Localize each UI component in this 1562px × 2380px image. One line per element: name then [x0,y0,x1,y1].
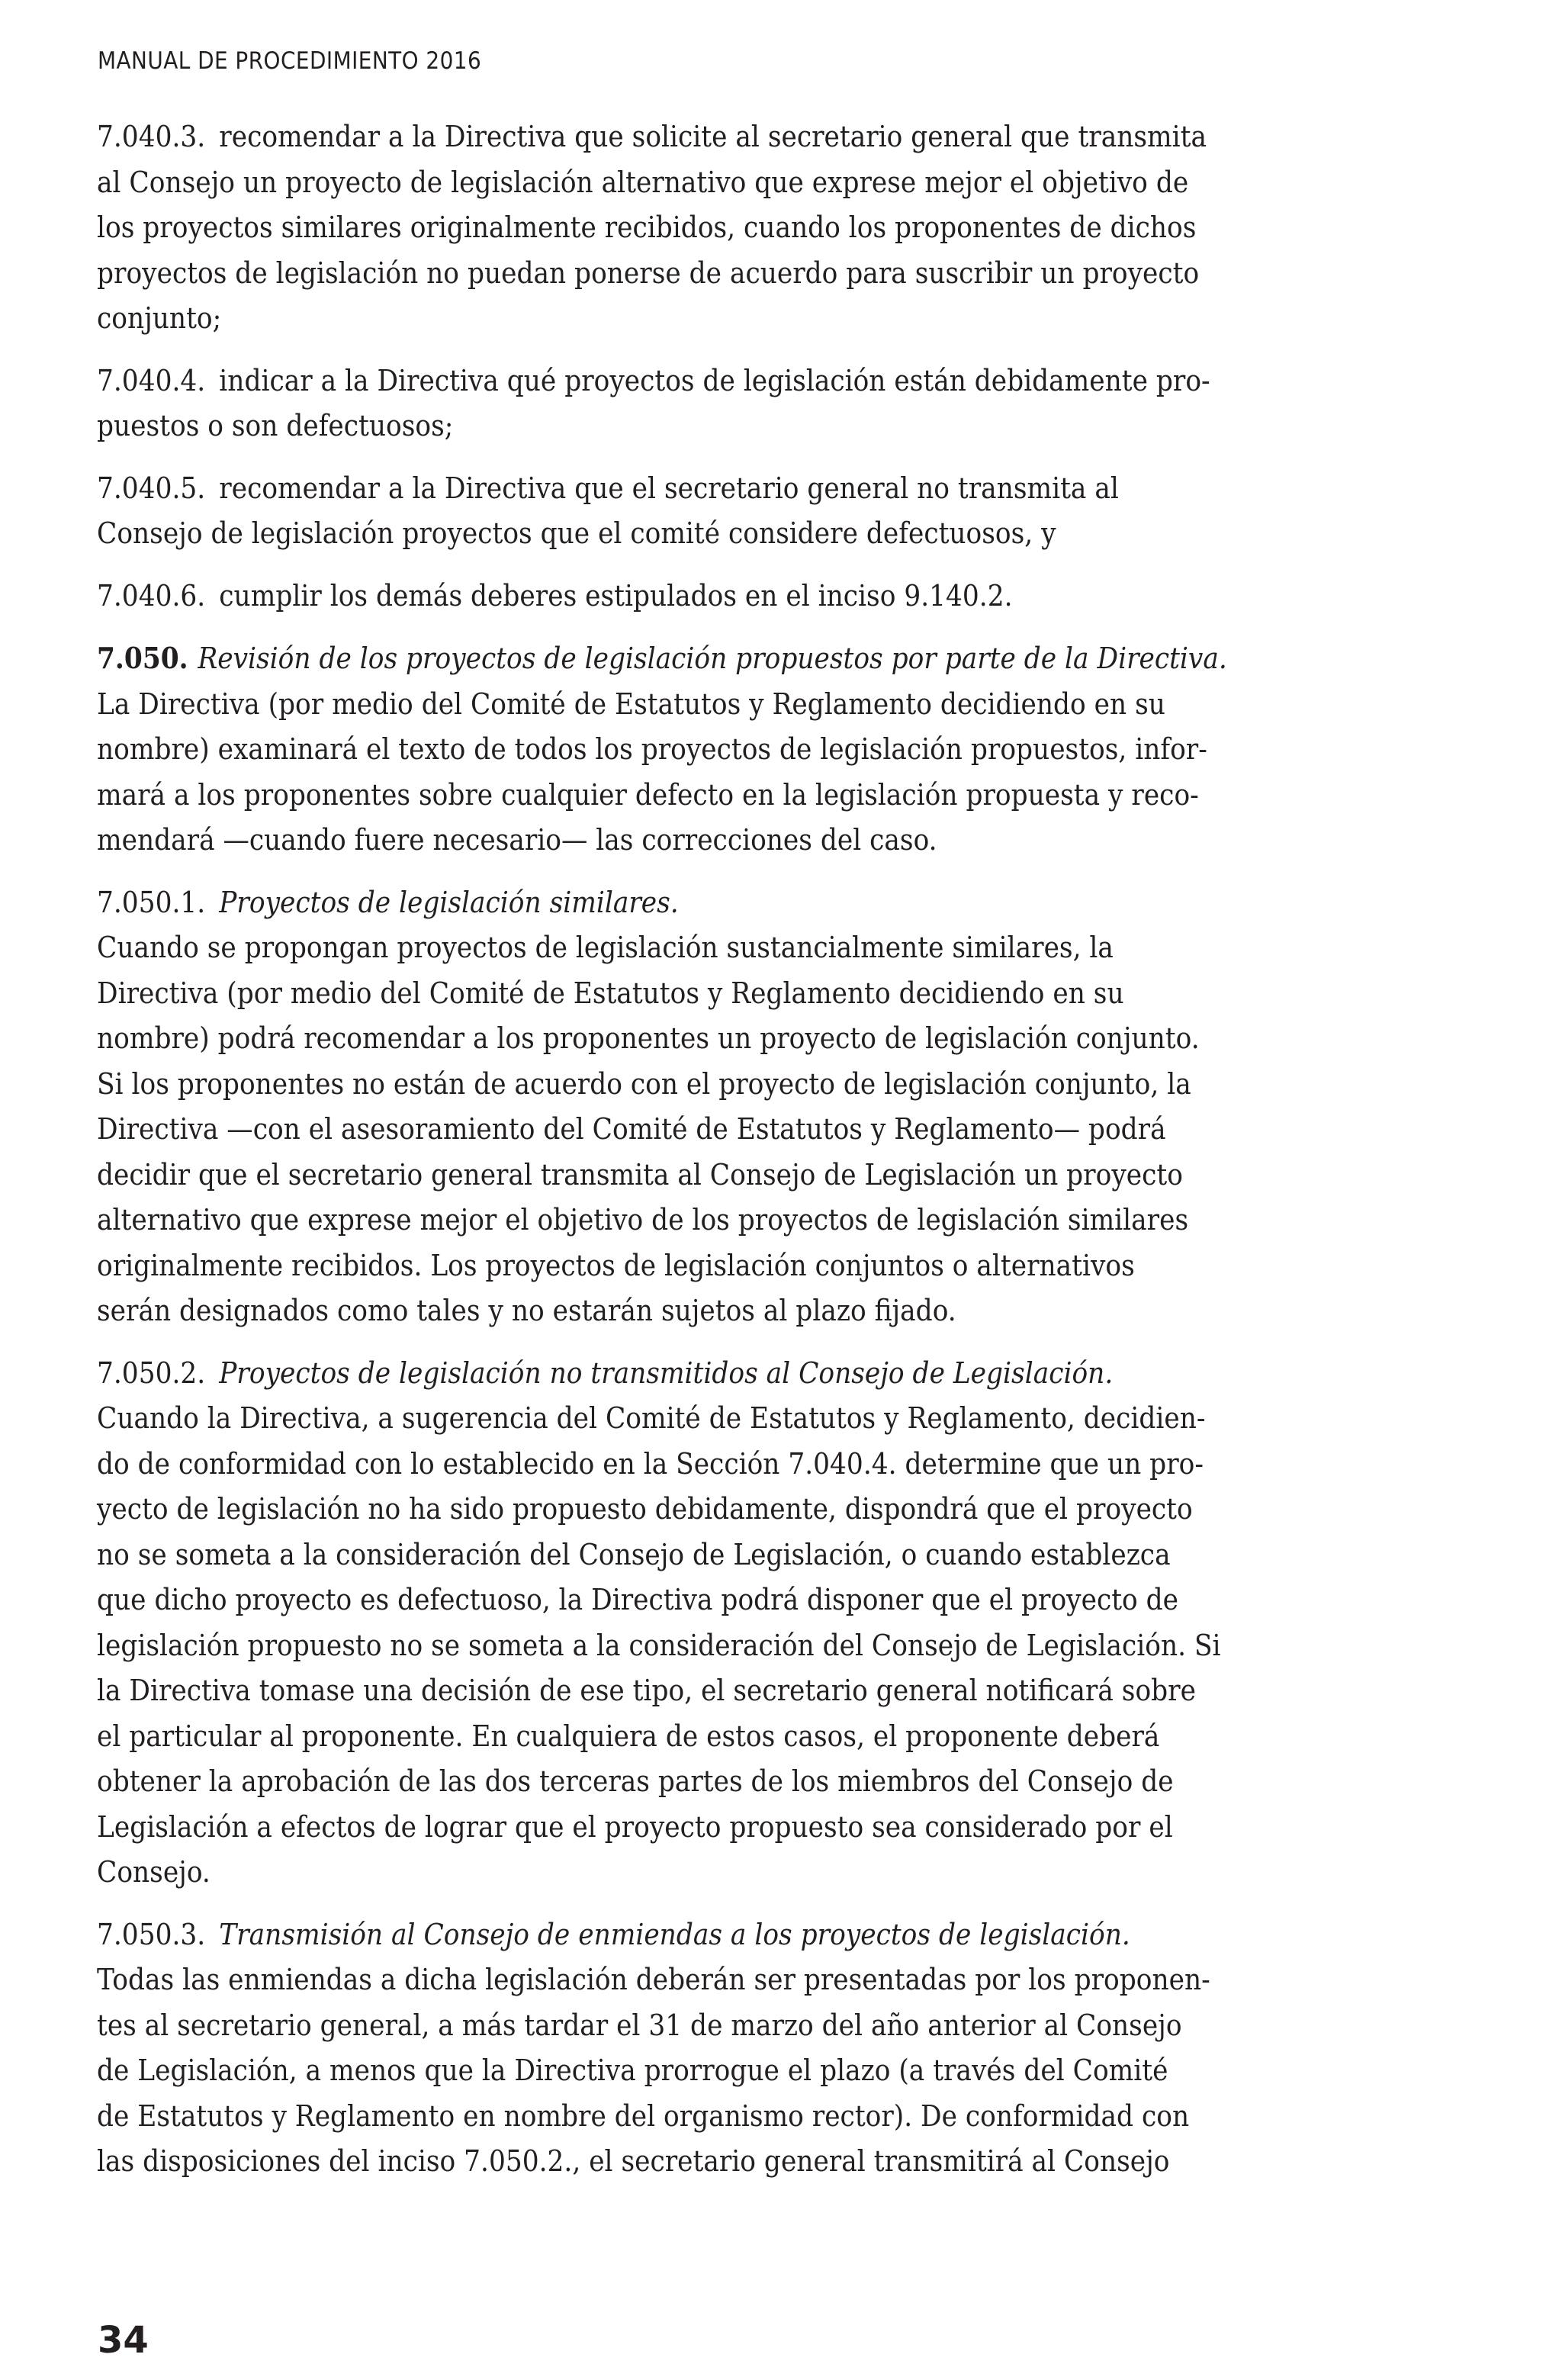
paragraph-line: tes al secretario general, a más tardar el 31 de marzo del año anterior al Consejo [97,2008,1182,2042]
paragraph-7-040-5 [97,466,1409,557]
line-text: cumplir los demás deberes estipulados en el inciso 9.140.2. [219,578,1013,613]
section-title: Proyectos de legislación similares. [219,885,679,919]
paragraph-7-050-2 [97,1351,1409,1896]
paragraph-line: Consejo. [97,1855,211,1889]
paragraph-line [97,114,1284,160]
line-text: indicar a la Directiva qué proyectos de legislación están debidamente pro- [219,363,1210,397]
paragraph-line [97,466,1284,512]
paragraph-line: puestos o son defectuosos; [97,409,454,442]
section-title: Revisión de los proyectos de legislación propuestos por parte de la Directiva. [198,642,1227,675]
paragraph-line: alternativo que exprese mejor el objetivo de los proyectos de legislación similares [97,1203,1189,1237]
paragraph-line: mará a los proponentes sobre cualquier defecto en la legislación propuesta y reco- [97,777,1199,812]
paragraph-line: conjunto; [97,301,222,335]
section-title: Proyectos de legislación no transmitidos al Consejo de Legislación. [219,1356,1114,1390]
section-heading [97,635,1284,682]
paragraph-line [97,574,1284,619]
paragraph-line: el particular al proponente. En cualquiera de estos casos, el proponente deberá [97,1719,1160,1753]
running-header: MANUAL DE PROCEDIMIENTO 2016 [98,47,482,75]
section-number: 7.040.4. [97,363,206,397]
paragraph-7-040-3 [97,114,1409,342]
page-number: 34 [98,2319,149,2362]
line-text: recomendar a la Directiva que solicite al secretario general que transmita [219,120,1207,153]
paragraph-line: que dicho proyecto es defectuoso, la Directiva podrá disponer que el proyecto de [97,1583,1179,1616]
paragraph-line: Si los proponentes no están de acuerdo con el proyecto de legislación conjunto, la [97,1066,1191,1101]
paragraph-line: no se someta a la consideración del Consejo de Legislación, o cuando establezca [97,1537,1171,1571]
section-heading [97,1912,1284,1958]
paragraph-line: Cuando se propongan proyectos de legislación sustancialmente similares, la [97,931,1114,964]
paragraph-line: nombre) podrá recomendar a los proponentes un proyecto de legislación conjunto. [97,1021,1200,1055]
paragraph-line: obtener la aprobación de las dos terceras partes de los miembros del Consejo de [97,1764,1174,1798]
section-heading [97,1351,1284,1397]
paragraph-line: serán designados como tales y no estarán sujetos al plazo fijado. [97,1294,956,1327]
section-title: Transmisión al Consejo de enmiendas a los proyectos de legislación. [219,1917,1130,1951]
paragraph-line: de Legislación, a menos que la Directiva prorrogue el plazo (a través del Comité [97,2054,1168,2087]
section-number: 7.050.1. [97,885,206,919]
paragraph-line: proyectos de legislación no puedan ponerse de acuerdo para suscribir un proyecto [97,256,1200,290]
section-heading [97,880,1284,926]
section-number: 7.040.6. [97,578,206,613]
paragraph-line: los proyectos similares originalmente recibidos, cuando los proponentes de dichos [97,211,1197,244]
paragraph-line: mendará —cuando fuere necesario— las correcciones del caso. [97,823,937,857]
line-text: recomendar a la Directiva que el secretario general no transmita al [219,471,1119,505]
section-number: 7.050.2. [97,1356,206,1390]
section-number: 7.050.3. [97,1917,206,1951]
paragraph-line: de Estatutos y Reglamento en nombre del organismo rector). De conformidad con [97,2099,1190,2133]
paragraph-7-050-1 [97,880,1409,1334]
paragraph-line: legislación propuesto no se someta a la consideración del Consejo de Legislación. Si [97,1628,1221,1662]
paragraph-line: originalmente recibidos. Los proyectos de legislación conjuntos o alternativos [97,1248,1135,1282]
paragraph-line [97,359,1284,404]
paragraph-line: Todas las enmiendas a dicha legislación deberán ser presentadas por los proponen- [97,1963,1210,1996]
paragraph-line: Legislación a efectos de lograr que el proyecto propuesto sea considerado por el [97,1809,1173,1844]
section-number: 7.040.3. [97,120,206,153]
body-text [97,114,1409,2202]
paragraph-line: do de conformidad con lo establecido en la Sección 7.040.4. determine que un pro- [97,1446,1204,1481]
paragraph-7-040-6 [97,574,1409,619]
paragraph-line: nombre) examinará el texto de todos los proyectos de legislación propuestos, infor- [97,732,1207,766]
paragraph-line: decidir que el secretario general transmita al Consejo de Legislación un proyecto [97,1157,1183,1192]
paragraph-7-050 [97,635,1409,864]
paragraph-7-050-3 [97,1912,1409,2185]
paragraph-line: yecto de legislación no ha sido propuesto debidamente, dispondrá que el proyecto [97,1492,1193,1526]
paragraph-line: La Directiva (por medio del Comité de Estatutos y Reglamento decidiendo en su [97,687,1165,721]
paragraph-line: Cuando la Directiva, a sugerencia del Comité de Estatutos y Reglamento, decidien- [97,1401,1206,1435]
paragraph-line: Consejo de legislación proyectos que el comité considere defectuosos, y [97,516,1056,550]
paragraph-line: Directiva (por medio del Comité de Estatutos y Reglamento decidiendo en su [97,976,1124,1010]
section-number: 7.040.5. [97,471,206,505]
section-number: 7.050. [97,641,188,675]
paragraph-line: al Consejo un proyecto de legislación alternativo que exprese mejor el objetivo de [97,165,1189,199]
paragraph-line: Directiva —con el asesoramiento del Comité de Estatutos y Reglamento— podrá [97,1112,1166,1146]
paragraph-line: las disposiciones del inciso 7.050.2., el secretario general transmitirá al Consejo [97,2144,1170,2178]
paragraph-line: la Directiva tomase una decisión de ese tipo, el secretario general notificará sobre [97,1674,1196,1707]
paragraph-7-040-4 [97,359,1409,449]
